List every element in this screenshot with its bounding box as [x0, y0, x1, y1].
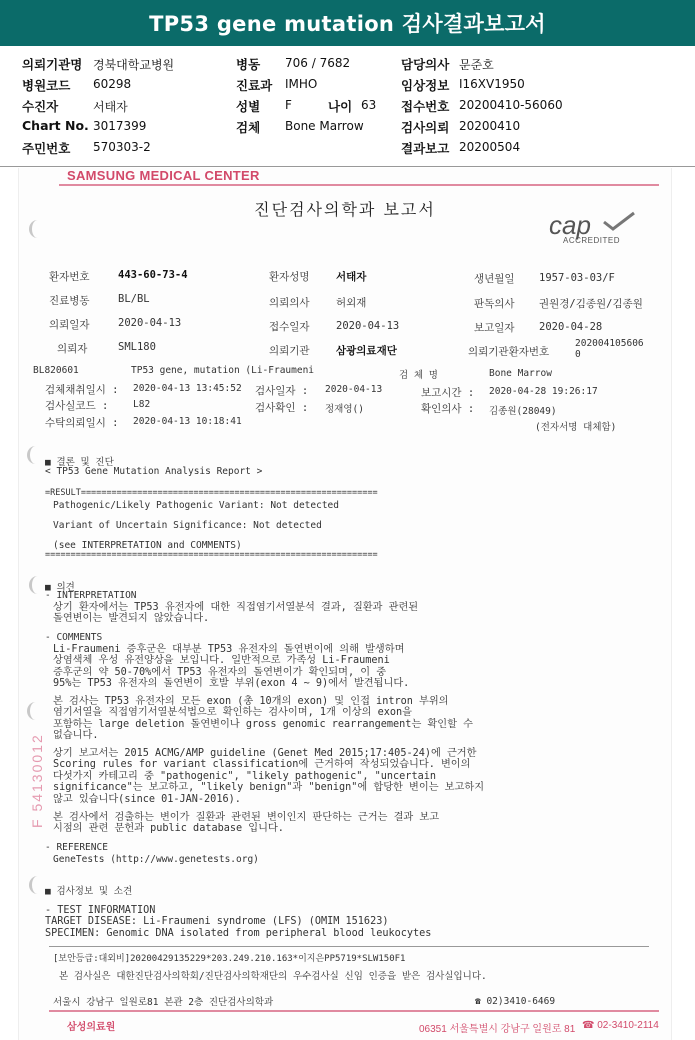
result-see-note: (see INTERPRETATION and COMMENTS) — [53, 540, 242, 551]
value-resident-no: 570303-2 — [93, 140, 151, 154]
label-patient-no: 환자번호 — [49, 271, 90, 283]
value-receipt-date: 2020-04-13 — [336, 320, 400, 332]
label-clinic-ward: 진료병동 — [49, 295, 90, 307]
report-title: TP53 gene mutation 검사결과보고서 — [149, 12, 546, 36]
result-vus: Variant of Uncertain Significance: Not detected — [53, 520, 322, 531]
reference-text: GeneTests (http://www.genetests.org) — [53, 854, 259, 865]
pink-divider-top — [59, 184, 659, 186]
value-lab-code: L82 — [133, 399, 151, 410]
punch-hole-mark — [27, 702, 44, 720]
label-sex: 성별 — [236, 99, 261, 114]
result-divider: =RESULT========================================================== — [45, 488, 378, 498]
result-pathogenic: Pathogenic/Likely Pathogenic Variant: Not detected — [53, 500, 339, 511]
label-collect-time: 검체채취일시 : — [45, 384, 119, 396]
label-clinical-info: 임상정보 — [401, 78, 450, 93]
esign-note: (전자서명 대체함) — [535, 422, 617, 433]
value-request-date: 20200410 — [459, 119, 521, 133]
punch-hole-mark — [29, 876, 46, 894]
footer-phone: ☎ 02-3410-2114 — [582, 1020, 659, 1031]
footer-divider — [49, 946, 649, 947]
check-icon — [601, 210, 637, 232]
value-institution: 경북대학교병원 — [93, 58, 175, 72]
label-chart-no: Chart No. — [22, 118, 89, 133]
punch-hole-mark — [27, 446, 44, 464]
value-request-date-scan: 2020-04-13 — [118, 317, 182, 329]
value-clinic-ward: BL/BL — [118, 293, 150, 305]
label-birth: 생년월일 — [474, 273, 515, 285]
info-text: - TEST INFORMATION TARGET DISEASE: Li-Fraumeni syndrome (LFS) (OMIM 151623) SPECIMEN: Genomic DNA isolated from peripheral blood leukocytes — [45, 905, 432, 939]
label-receipt-no: 접수번호 — [401, 99, 450, 114]
value-collect-time: 2020-04-13 13:45:52 — [133, 383, 242, 394]
comments-paragraph-1: Li-Fraumeni 증후군은 대부분 TP53 유전자의 돌연변이에 의해 발생하며 상염색체 우성 유전양상을 보입니다. 일반적으로 가족성 Li-Fraumeni 증후군의 약 50-70%에서 TP53 유전자의 돌연변이가 확인되며, 이 중 95%는 TP53 유전자의 돌연변이 호발 부위(exon 4 ~ 9)에서 발견됩니다. — [53, 644, 410, 690]
comments-paragraph-3: 상기 보고서는 2015 ACMG/AMP guideline (Genet Med 2015;17:405-24)에 근거한 Scoring rules for variant classification에 근거하여 작성되었습니다. 변이의 다섯가지 카테고리 중 "pathogenic", "likely pathogenic", "uncertain significance"는 보고하고, "likely benign"과 "benign"에 합당한 변이는 보고하지 않고 있습니다(since 01-JAN-2016). — [53, 748, 485, 805]
interpretation-text: 상기 환자에서는 TP53 유전자에 대한 직접염기서열분석 결과, 질환과 관련된 돌연변이는 발견되지 않았습니다. — [53, 602, 419, 625]
lab-phone: ☎ 02)3410-6469 — [475, 996, 556, 1007]
test-code: BL820601 — [33, 365, 79, 376]
label-exam-date: 검사일자 : — [255, 385, 309, 397]
value-ward: 706 / 7682 — [285, 56, 351, 70]
label-report-time: 보고시간 : — [421, 387, 475, 399]
punch-hole-mark — [29, 220, 46, 238]
label-specimen: 검체 — [236, 120, 261, 135]
value-exam-date: 2020-04-13 — [325, 384, 383, 395]
side-barcode-id: F 54130012 — [29, 733, 45, 828]
comments-paragraph-2: 본 검사는 TP53 유전자의 모든 exon (총 10개의 exon) 및 인접 intron 부위의 염기서열을 직접염기서열분석법으로 확인하는 검사이며, 1개 이상의 exon을 포함하는 large deletion 돌연변이나 gross genomic rearrangement는 확인할 수 없습니다. — [53, 696, 473, 742]
value-report-date: 20200504 — [459, 140, 521, 154]
interpretation-heading: - INTERPRETATION — [45, 590, 137, 601]
comments-heading: - COMMENTS — [45, 632, 103, 643]
value-institution-patient-no: 202004105606 — [575, 338, 644, 349]
label-age: 나이 — [328, 99, 353, 114]
lab-address: 서울시 강남구 일원로81 본관 2층 진단검사의학과 — [53, 997, 274, 1008]
certification-text: 본 검사실은 대한진단검사의학회/진단검사의학재단의 우수검사실 신임 인증을 받은 검사실입니다. — [59, 971, 487, 982]
reference-heading: - REFERENCE — [45, 842, 108, 853]
cap-mark: cap — [549, 210, 591, 240]
label-receive-time: 수탁의뢰일시 : — [45, 417, 119, 429]
cap-accredited: ACCREDITED — [563, 236, 621, 245]
scanned-report — [18, 168, 672, 1040]
value-specimen-name: Bone Marrow — [489, 368, 552, 379]
label-reading-doctor: 판독의사 — [474, 298, 515, 310]
label-requesting-institution: 의뢰기관 — [269, 345, 310, 357]
value-sex: F — [285, 98, 292, 112]
value-reading-doctor: 권원경/김종원/김종원 — [539, 298, 643, 310]
value-patient-no: 443-60-73-4 — [118, 269, 188, 281]
label-specimen-name: 검 체 명 — [399, 370, 438, 381]
label-patient: 수진자 — [22, 99, 59, 114]
value-receive-time: 2020-04-13 10:18:41 — [133, 416, 242, 427]
label-request-date-scan: 의뢰일자 — [49, 319, 90, 331]
label-requester: 의뢰자 — [57, 343, 88, 355]
label-receipt-date: 접수일자 — [269, 321, 310, 333]
samsung-medical-center-logo: SAMSUNG MEDICAL CENTER — [67, 168, 260, 183]
label-referring-doctor: 의뢰의사 — [269, 297, 310, 309]
label-department: 진료과 — [236, 78, 273, 93]
value-chart-no: 3017399 — [93, 119, 147, 133]
value-birth: 1957-03-03/F — [539, 272, 615, 284]
value-patient-name: 서태자 — [336, 271, 367, 283]
label-patient-name: 환자성명 — [269, 271, 310, 283]
security-line: [보안등급:대외비]20200429135229*203.249.210.163*이지은PP5719*SLW150F1 — [53, 954, 406, 964]
info-heading: ■ 검사정보 및 소견 — [45, 886, 133, 897]
label-doctor: 담당의사 — [401, 57, 450, 72]
label-confirm-doctor: 확인의사 : — [421, 403, 475, 415]
opinion-heading: ■ 의견 — [45, 582, 75, 593]
scan-title: 진단검사의학과 보고서 — [254, 200, 436, 219]
value-report-date-scan: 2020-04-28 — [539, 321, 603, 333]
value-age: 63 — [361, 98, 377, 112]
patient-header — [0, 46, 695, 167]
footer-brand: 삼성의료원 — [67, 1022, 116, 1033]
label-lab-code: 검사실코드 : — [45, 400, 109, 412]
label-ward: 병동 — [236, 57, 261, 72]
label-hospital-code: 병원코드 — [22, 78, 71, 93]
label-institution: 의뢰기관명 — [22, 57, 83, 72]
pink-divider-bottom — [49, 1010, 659, 1012]
label-request-date: 검사의뢰 — [401, 120, 450, 135]
label-resident-no: 주민번호 — [22, 141, 71, 156]
punch-hole-mark — [29, 576, 46, 594]
footer-address: 06351 서울특별시 강남구 일원로 81 — [419, 1024, 576, 1035]
test-name: TP53 gene, mutation (Li-Fraumeni — [131, 365, 315, 376]
value-hospital-code: 60298 — [93, 77, 132, 91]
result-end-divider: ================================================================= — [45, 550, 378, 560]
value-specimen: Bone Marrow — [285, 119, 364, 133]
value-requester: SML180 — [118, 341, 156, 353]
value-referring-doctor: 허외재 — [336, 297, 367, 309]
result-heading: ■ 결론 및 진단 — [45, 457, 114, 468]
value-institution-patient-no-2: 0 — [575, 349, 581, 360]
value-report-time: 2020-04-28 19:26:17 — [489, 386, 598, 397]
cap-accredited-logo — [549, 210, 639, 246]
value-receipt-no: 20200410-56060 — [459, 98, 563, 112]
result-subheading: < TP53 Gene Mutation Analysis Report > — [45, 466, 263, 477]
value-exam-confirm: 정재영() — [325, 404, 364, 415]
label-report-date-scan: 보고일자 — [474, 322, 515, 334]
value-requesting-institution: 삼광의료재단 — [336, 345, 397, 357]
value-department: IMHO — [285, 77, 318, 91]
value-clinical-info: I16XV1950 — [459, 77, 525, 91]
comments-paragraph-4: 본 검사에서 검출하는 변이가 질환과 관련된 변이인지 판단하는 근거는 결과 보고 시점의 관련 문헌과 public database 입니다. — [53, 812, 440, 835]
value-patient: 서태자 — [93, 100, 128, 114]
label-exam-confirm: 검사확인 : — [255, 402, 309, 414]
label-report-date: 결과보고 — [401, 141, 450, 156]
value-confirm-doctor: 김종원(28049) — [489, 406, 557, 417]
label-institution-patient-no: 의뢰기관환자번호 — [468, 346, 550, 358]
report-title-banner — [0, 0, 695, 46]
value-doctor: 문준호 — [459, 58, 494, 72]
